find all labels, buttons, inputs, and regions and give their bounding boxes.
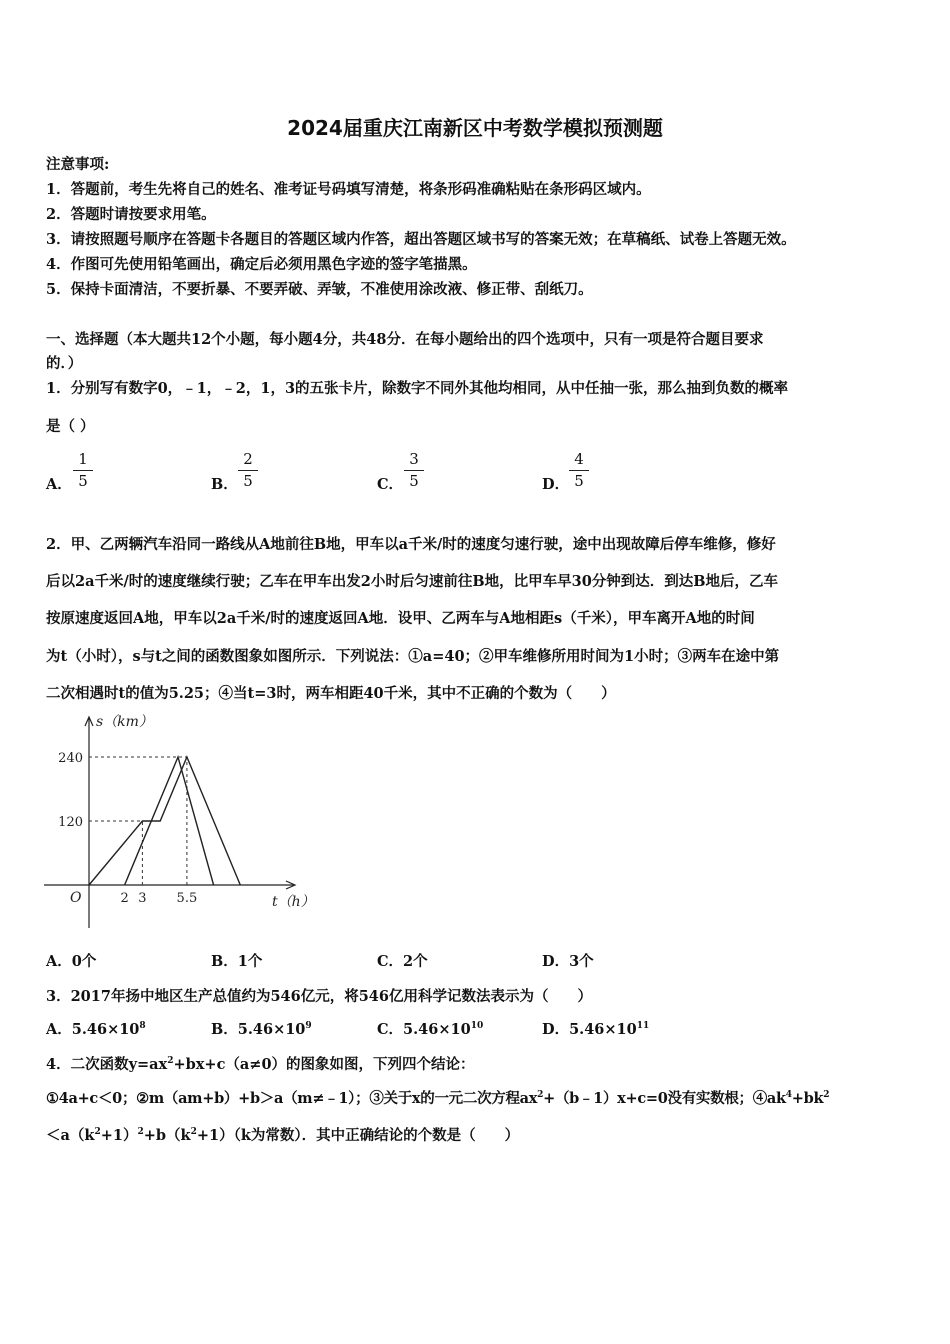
exponent: 2 [167,1056,174,1067]
q1-option-c-fraction [404,450,424,491]
question-2-stem: 2．甲、乙两辆汽车沿同一路线从A地前往B地，甲车以a千米/时的速度匀速行驶，途中出现故障后停车维修，修好 [46,536,776,553]
q2-option-d: D．3个 [542,953,594,970]
notice-item: 3．请按照题号顺序在答题卡各题目的答题区域内作答，超出答题区域书写的答案无效；在草稿纸、试卷上答题无效。 [46,231,796,248]
q2-option-c: C．2个 [377,953,428,970]
notice-item: 4．作图可先使用铅笔画出，确定后必须用黑色字迹的签字笔描黑。 [46,256,477,273]
stem-text: ①4a+c＜0；②m（am+b）+b＞a（m≠﹣1）；③关于x的一元二次方程ax [46,1090,538,1107]
numerator: 4 [569,450,589,471]
stem-text: +bk [791,1090,824,1107]
page-title: 2024届重庆江南新区中考数学模拟预测题 [287,116,663,140]
denominator: 5 [409,472,419,490]
section-heading-cont: 的．） [46,355,83,372]
option-text: B．5.46×10 [211,1021,306,1038]
notice-heading: 注意事项: [46,156,110,173]
question-3-stem: 3．2017年扬中地区生产总值约为546亿元，将546亿用科学记数法表示为（ ） [46,988,592,1005]
x-tick-label: 2 [120,891,129,906]
denominator: 5 [78,472,88,490]
stem-text: +b（k [143,1127,191,1144]
notice-item: 1．答题前，考生先将自己的姓名、准考证号码填写清楚，将条形码准确粘贴在条形码区域内。 [46,181,651,198]
exponent: 2 [823,1090,830,1101]
exponent: 2 [137,1127,144,1138]
q1-option-b-fraction [238,450,258,491]
stem-text: 4．二次函数y=ax [46,1056,168,1073]
q2-option-b: B．1个 [211,953,263,970]
question-2-stem-cont: 二次相遇时t的值为5.25；④当t=3时，两车相距40千米，其中不正确的个数为（ ） [46,685,616,702]
question-4-stem [46,1053,475,1074]
exponent: 8 [139,1021,146,1032]
option-text: D．5.46×10 [542,1021,637,1038]
stem-text: +bx+c（a≠0）的图象如图，下列四个结论： [173,1056,475,1073]
option-text: A．5.46×10 [46,1021,140,1038]
denominator: 5 [574,472,584,490]
section-heading: 一、选择题（本大题共12个小题，每小题4分，共48分．在每小题给出的四个选项中，只有一项是符合题目要求 [46,331,764,348]
stem-text: +（b﹣1）x+c=0没有实数根；④ak [543,1090,786,1107]
question-2-stem-cont: 为t（小时），s与t之间的函数图象如图所示．下列说法：①a=40；②甲车维修所用时间为1小时；③两车在途中第 [46,648,780,665]
exponent: 11 [636,1021,650,1032]
question-4-conclusions [46,1087,829,1108]
exponent: 2 [94,1127,101,1138]
stem-text: ＜a（k [46,1127,95,1144]
q1-option-a-label: A． [46,476,72,493]
exponent: 2 [190,1127,197,1138]
y-tick-label: 120 [58,815,83,830]
denominator: 5 [243,472,253,490]
option-text: C．5.46×10 [377,1021,471,1038]
y-axis-label: s（km） [96,714,153,730]
question-2-stem-cont: 按原速度返回A地，甲车以2a千米/时的速度返回A地．设甲、乙两车与A地相距s（千米），甲车离开A地的时间 [46,610,755,627]
numerator: 1 [73,450,93,471]
numerator: 3 [404,450,424,471]
q3-option-d [542,1018,649,1039]
question-1-stem: 1．分别写有数字0，﹣1，﹣2，1，3的五张卡片，除数字不同外其他均相同，从中任抽一张，那么抽到负数的概率 [46,380,789,397]
q1-option-b-label: B． [211,476,238,493]
distance-time-graph [40,708,330,928]
origin-label: O [70,890,82,906]
x-axis-label: t（h） [272,894,315,910]
stem-text: +1）（k为常数）．其中正确结论的个数是（ ） [196,1127,520,1144]
q3-option-c [377,1018,483,1039]
x-tick-label: 3 [138,891,147,906]
q1-option-d-label: D． [542,476,570,493]
q2-option-a: A．0个 [46,953,97,970]
exponent: 10 [470,1021,484,1032]
exponent: 2 [537,1090,544,1101]
notice-item: 2．答题时请按要求用笔。 [46,206,216,223]
question-4-conclusions-cont [46,1124,519,1145]
stem-text: +1） [100,1127,138,1144]
exponent: 4 [785,1090,792,1101]
question-2-stem-cont: 后以2a千米/时的速度继续行驶；乙车在甲车出发2小时后匀速前往B地，比甲车早30分钟到达．到达B地后，乙车 [46,573,779,590]
exponent: 9 [305,1021,312,1032]
q3-option-a [46,1018,146,1039]
q1-option-a-fraction [73,450,93,491]
q1-option-d-fraction [569,450,589,491]
question-1-stem-cont: 是（ ） [46,418,95,435]
y-tick-label: 240 [58,751,83,766]
numerator: 2 [238,450,258,471]
series-line-甲 [89,757,240,885]
q1-option-c-label: C． [377,476,404,493]
q3-option-b [211,1018,312,1039]
notice-item: 5．保持卡面清洁，不要折暴、不要弄破、弄皱，不准使用涂改液、修正带、刮纸刀。 [46,281,593,298]
x-tick-label: 5.5 [176,891,198,906]
